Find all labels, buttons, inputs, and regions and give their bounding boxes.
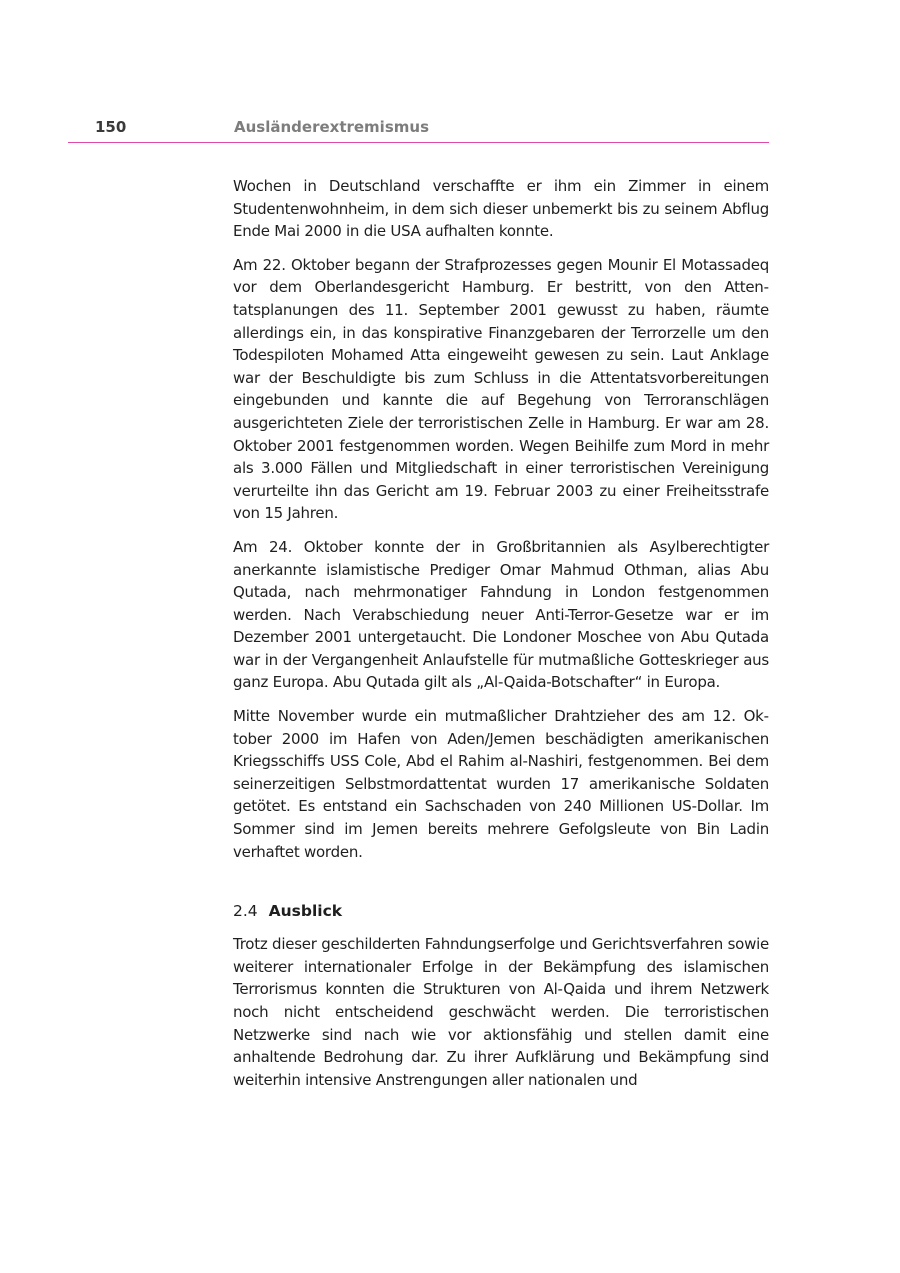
paragraph: Wochen in Deutschland verschaffte er ihm ein Zimmer in einem Studentenwohnheim, in dem sich dieser unbemerkt bis zu seinem Abflug Ende Mai 2000 in die USA aufhalten konnte.: [233, 177, 769, 241]
body-text: [233, 175, 769, 1102]
section-number: 2.4: [233, 902, 258, 921]
paragraph: Trotz dieser geschilderten Fahndungserfolge und Gerichtsverfahren sowie weiterer internationaler Erfolge in der Bekämpfung des islamischen Terrorismus konnten die Strukturen von Al-Qaida und ihrem Netzwerk noch nicht entscheidend geschwächt werden. Die terroristischen Netzwerke sind nach wie vor aktionsfähig und stellen damit eine anhaltende Bedrohung dar. Zu ihrer Aufklärung und Bekämpfung sind weiterhin intensive Anstrengungen aller nationalen und: [233, 935, 769, 1089]
paragraph: Am 22. Oktober begann der Strafprozesses gegen Mounir El Motassadeq vor dem Oberlandesgericht Hamburg. Er bestritt, von den Attentatsplanungen des 11. September 2001 gewusst zu haben, räumte allerdings ein, in das konspirative Finanzgebaren der Terrorzelle um den Todespiloten Mohamed Atta eingeweiht gewesen zu sein. Laut Anklage war der Beschuldigte bis zum Schluss in die Attentatsvorbereitungen eingebunden und kannte die auf Begehung von Terroranschlägen ausgerichteten Ziele der terroristischen Zelle in Hamburg. Er war am 28. Oktober 2001 festgenommen worden. Wegen Beihilfe zum Mord in mehr als 3.000 Fällen und Mitgliedschaft in einer terroristischen Vereinigung verurteilte ihn das Gericht am 19. Februar 2003 zu einer Freiheitsstrafe von 15 Jahren.: [233, 255, 769, 523]
page-header: [68, 114, 769, 143]
section-title: Ausblick: [268, 902, 343, 921]
paragraph: Am 24. Oktober konnte der in Großbritannien als Asylberechtigter anerkannte islamistische Prediger Omar Mahmud Othman, alias Abu Qutada, nach mehrmonatiger Fahndung in London festgenommen werden. Nach Verabschiedung neuer Anti-Terror-Gesetze war er im Dezember 2001 untergetaucht. Die Londoner Moschee von Abu Qutada war in der Vergangenheit Anlaufstelle für mutmaßliche Gotteskrieger aus ganz Europa. Abu Qutada gilt als „Al-Qaida-Botschafter“ in Europa.: [233, 537, 769, 692]
running-title: Ausländerextremismus: [234, 118, 429, 136]
paragraph: Mitte November wurde ein mutmaßlicher Drahtzieher des am 12. Oktober 2000 im Hafen von Aden/Jemen beschädigten amerikanischen Kriegsschiffs USS Cole, Abd el Rahim al-Nashiri, festgenommen. Bei dem seinerzeitigen Selbstmordattentat wurden 17 amerikanische Soldaten getötet. Es entstand ein Sachschaden von 240 Millionen US-Dollar. Im Sommer sind im Jemen bereits mehrere Gefolgsleute von Bin Ladin verhaftet worden.: [233, 707, 769, 861]
section-heading: [233, 900, 769, 922]
page-number: 150: [95, 118, 127, 136]
